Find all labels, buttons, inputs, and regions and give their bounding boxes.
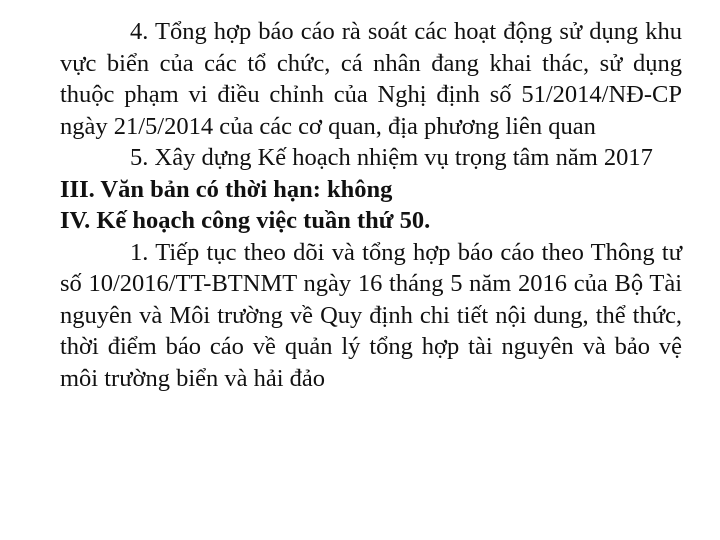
section-heading-iv: IV. Kế hoạch công việc tuần thứ 50.: [60, 207, 431, 234]
paragraph-item-5-plan-2017: 5. Xây dựng Kế hoạch nhiệm vụ trọng tâm năm 2017: [130, 144, 653, 171]
paragraph-item-4-report-review: 4. Tổng hợp báo cáo rà soát các hoạt động sử dụng khu vực biển của các tổ chức, cá nhân đang khai thác, sử dụng thuộc phạm vi điều chỉnh của Nghị định số 51/2014/NĐ-CP ngày 21/5/2014 của các cơ quan, địa phương liên quan: [60, 18, 682, 140]
paragraph-item-1-follow-up: 1. Tiếp tục theo dõi và tổng hợp báo cáo theo Thông tư số 10/2016/TT-BTNMT ngày 16 tháng 5 năm 2016 của Bộ Tài nguyên và Môi trường về Quy định chi tiết nội dung, thể thức, thời điểm báo cáo về quản lý tổng hợp tài nguyên và bảo vệ môi trường biển và hải đảo: [60, 238, 682, 392]
section-heading-iii: III. Văn bản có thời hạn: không: [60, 175, 393, 203]
document-page: [60, 16, 682, 394]
